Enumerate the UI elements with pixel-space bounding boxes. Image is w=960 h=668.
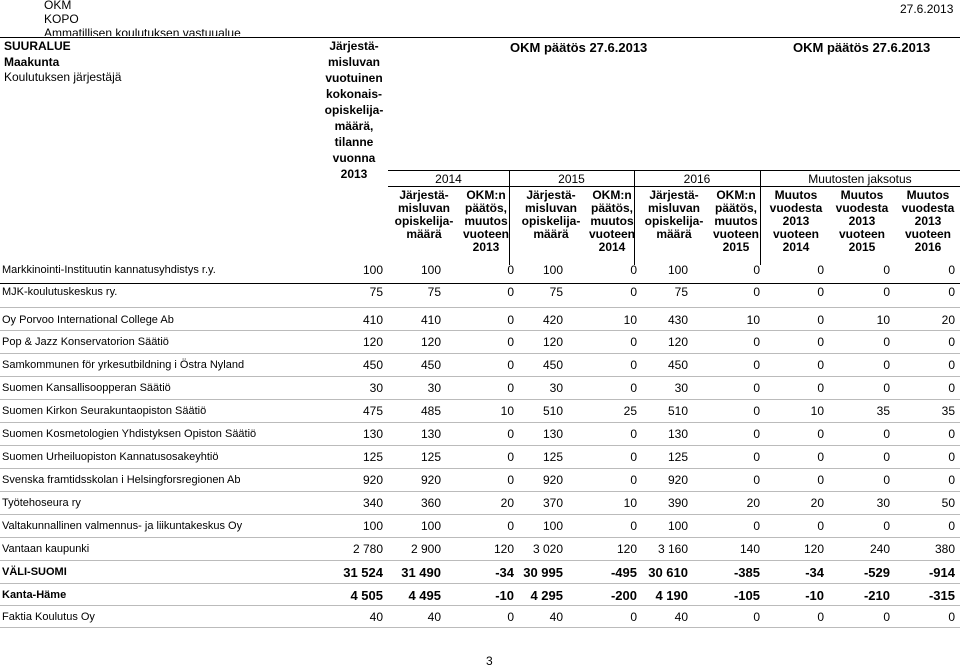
hdr-line: 2014 [782, 240, 810, 254]
table-cell: 35 [941, 404, 955, 418]
table-cell: 0 [948, 450, 955, 464]
table-cell: 2 780 [352, 542, 383, 556]
table-cell: 3 020 [532, 542, 563, 556]
table-cell: 125 [667, 450, 688, 464]
table-cell: 130 [542, 427, 563, 441]
table-cell: 0 [630, 473, 637, 487]
hdr-line: OKM:n [716, 188, 756, 202]
table-cell: -34 [805, 565, 824, 580]
table-cell: 30 [427, 381, 441, 395]
table-cell: -10 [495, 588, 514, 603]
table-cell: 0 [507, 313, 514, 327]
table-cell: 0 [630, 285, 637, 299]
table-cell: 10 [500, 404, 514, 418]
table-cell: 120 [667, 335, 688, 349]
table-cell: 0 [817, 610, 824, 624]
group-header-left: OKM päätös 27.6.2013 [510, 40, 648, 55]
row-label: Pop & Jazz Konservatorion Säätiö [2, 336, 169, 348]
table-cell: 0 [630, 519, 637, 533]
table-cell: 475 [362, 404, 383, 418]
table-cell: 920 [542, 473, 563, 487]
table-cell: 40 [427, 610, 441, 624]
table-cell: 75 [369, 285, 383, 299]
row-label: Vantaan kaupunki [2, 543, 90, 555]
hdr-line: vuodesta [769, 201, 823, 215]
header-top-border [0, 37, 960, 38]
header-total-line: tilanne [334, 135, 374, 149]
table-cell: 40 [549, 610, 563, 624]
header-total-line: misluvan [327, 55, 381, 69]
hdr-line: määrä [533, 227, 569, 241]
hdr-line: 2013 [782, 214, 810, 228]
hdr-line: muutos [590, 214, 634, 228]
table-cell: 0 [883, 427, 890, 441]
col-header-period-2014 [764, 189, 828, 254]
table-cell: 450 [362, 358, 383, 372]
table-cell: 30 [549, 381, 563, 395]
hdr-line: opiskelija- [521, 214, 581, 228]
table-cell: 10 [623, 496, 637, 510]
table-cell: 0 [883, 610, 890, 624]
table-cell: 125 [362, 450, 383, 464]
table-cell: 0 [817, 381, 824, 395]
hdr-line: vuoteen [838, 227, 885, 241]
label-suuralue: SUURALUE [4, 39, 71, 53]
table-cell: 0 [630, 427, 637, 441]
hdr-line: Järjestä- [526, 188, 576, 202]
table-cell: 0 [630, 450, 637, 464]
table-cell: 4 190 [655, 588, 688, 603]
row-divider [0, 307, 960, 308]
hdr-line: Muutos [906, 188, 950, 202]
table-cell: 0 [630, 381, 637, 395]
table-cell: -385 [733, 565, 760, 580]
hdr-line: Järjestä- [399, 188, 449, 202]
table-cell: 4 505 [350, 588, 383, 603]
hdr-line: 2013 [914, 214, 942, 228]
header-total-line: vuonna [332, 151, 376, 165]
table-cell: 10 [876, 313, 890, 327]
hdr-line: päätös, [464, 201, 507, 215]
report-date: 27.6.2013 [900, 2, 954, 16]
group-header-right: OKM päätös 27.6.2013 [793, 40, 931, 55]
row-divider [0, 445, 960, 446]
row-divider [0, 627, 960, 628]
table-cell: 410 [420, 313, 441, 327]
row-label: MJK-koulutuskeskus ry. [2, 286, 118, 298]
table-cell: 0 [753, 335, 760, 349]
org-unit: Ammatillisen koulutuksen vastuualue [44, 26, 241, 36]
label-koulutuksen-jarjestaja: Koulutuksen järjestäjä [4, 70, 122, 84]
table-cell: 0 [507, 473, 514, 487]
table-cell: 25 [623, 404, 637, 418]
table-cell: 35 [876, 404, 890, 418]
year-2016: 2016 [683, 172, 711, 186]
row-divider [0, 583, 960, 584]
row-label: Oy Porvoo International College Ab [2, 314, 174, 326]
hdr-line: 2014 [598, 240, 626, 254]
table-cell: 0 [883, 519, 890, 533]
hdr-line: vuodesta [901, 201, 955, 215]
table-cell: 0 [948, 473, 955, 487]
hdr-line: Järjestä- [649, 188, 699, 202]
col-header-volume-2015 [515, 189, 587, 241]
table-cell: 20 [500, 496, 514, 510]
row-label: Työtehoseura ry [2, 497, 81, 509]
table-cell: 4 295 [530, 588, 563, 603]
table-cell: 370 [542, 496, 563, 510]
table-cell: 0 [630, 263, 637, 277]
table-cell: 0 [507, 263, 514, 277]
table-cell: -210 [863, 588, 890, 603]
table-cell: 100 [362, 263, 383, 277]
table-cell: 0 [948, 610, 955, 624]
table-cell: 100 [667, 519, 688, 533]
hdr-line: Muutos [840, 188, 884, 202]
table-cell: 0 [753, 473, 760, 487]
year-2014: 2014 [435, 172, 462, 186]
table-cell: 10 [746, 313, 760, 327]
row-label: Valtakunnallinen valmennus- ja liikuntakeskus Oy [2, 520, 243, 532]
table-cell: 450 [542, 358, 563, 372]
table-cell: 30 [369, 381, 383, 395]
table-cell: 0 [753, 519, 760, 533]
row-label: Faktia Koulutus Oy [2, 611, 95, 623]
table-cell: 0 [948, 358, 955, 372]
row-label: Svenska framtidsskolan i Helsingforsregionen Ab [2, 474, 241, 486]
table-cell: 450 [667, 358, 688, 372]
hdr-line: määrä [406, 227, 442, 241]
table-cell: 0 [753, 610, 760, 624]
row-label: Suomen Kosmetologien Yhdistyksen Opiston Säätiö [2, 428, 257, 440]
hdr-line: misluvan [647, 201, 701, 215]
table-cell: -914 [928, 565, 955, 580]
table-cell: 390 [667, 496, 688, 510]
table-cell: -529 [863, 565, 890, 580]
table-cell: 140 [739, 542, 760, 556]
hdr-line: vuoteen [588, 227, 635, 241]
table-cell: 40 [674, 610, 688, 624]
table-cell: 2 900 [410, 542, 441, 556]
row-label: Samkommunen för yrkesutbildning i Östra Nyland [2, 359, 245, 371]
table-cell: 510 [667, 404, 688, 418]
year-row-bottom [388, 186, 960, 187]
col-header-change-2015 [710, 189, 762, 254]
table-cell: 510 [542, 404, 563, 418]
header-body-separator [0, 283, 960, 284]
table-cell: 100 [362, 519, 383, 533]
table-cell: 0 [753, 381, 760, 395]
table-cell: 0 [753, 427, 760, 441]
table-cell: 920 [667, 473, 688, 487]
table-cell: 380 [934, 542, 955, 556]
table-cell: 240 [869, 542, 890, 556]
hdr-line: päätös, [590, 201, 633, 215]
table-cell: 0 [817, 313, 824, 327]
table-cell: -495 [610, 565, 637, 580]
table-cell: 40 [369, 610, 383, 624]
table-cell: 31 490 [401, 565, 441, 580]
table-cell: -315 [928, 588, 955, 603]
table-cell: 120 [542, 335, 563, 349]
table-cell: 0 [817, 450, 824, 464]
table-cell: 0 [507, 358, 514, 372]
year-2015: 2015 [558, 172, 585, 186]
table-cell: 75 [427, 285, 441, 299]
table-cell: -105 [733, 588, 760, 603]
hdr-line: misluvan [524, 201, 578, 215]
table-cell: 0 [630, 610, 637, 624]
table-cell: 0 [883, 473, 890, 487]
table-cell: 0 [883, 381, 890, 395]
hdr-line: 2015 [848, 240, 876, 254]
row-label: VÄLI-SUOMI [2, 566, 67, 578]
hdr-line: vuoteen [904, 227, 951, 241]
table-cell: 0 [507, 335, 514, 349]
hdr-line: määrä [656, 227, 692, 241]
row-label: Suomen Kansallisoopperan Säätiö [2, 382, 171, 394]
table-cell: 120 [803, 542, 824, 556]
col-header-volume-2014 [388, 189, 460, 241]
hdr-line: vuoteen [712, 227, 759, 241]
table-cell: 0 [883, 358, 890, 372]
hdr-line: muutos [714, 214, 758, 228]
hdr-line: 2013 [472, 240, 500, 254]
row-divider [0, 514, 960, 515]
table-cell: 100 [420, 263, 441, 277]
hdr-line: vuoteen [772, 227, 819, 241]
table-cell: 410 [362, 313, 383, 327]
hdr-line: 2015 [722, 240, 750, 254]
row-divider [0, 399, 960, 400]
table-cell: 0 [630, 335, 637, 349]
table-cell: 430 [667, 313, 688, 327]
table-cell: 30 995 [523, 565, 563, 580]
table-cell: 0 [948, 427, 955, 441]
table-cell: -34 [495, 565, 514, 580]
hdr-line: päätös, [714, 201, 757, 215]
table-cell: 125 [542, 450, 563, 464]
header-total-line: määrä, [334, 119, 374, 133]
table-cell: 0 [817, 427, 824, 441]
row-divider [0, 353, 960, 354]
table-cell: 20 [810, 496, 824, 510]
table-cell: 75 [674, 285, 688, 299]
table-cell: 0 [883, 335, 890, 349]
row-divider [0, 468, 960, 469]
row-divider [0, 422, 960, 423]
table-cell: 420 [542, 313, 563, 327]
table-cell: 0 [948, 263, 955, 277]
col-header-change-2013 [460, 189, 512, 254]
col-header-change-2014 [586, 189, 638, 254]
org-kopo: KOPO [44, 12, 79, 26]
table-cell: 0 [507, 427, 514, 441]
table-cell: 30 [674, 381, 688, 395]
hdr-line: vuoteen [462, 227, 509, 241]
table-cell: 0 [883, 263, 890, 277]
hdr-line: OKM:n [466, 188, 506, 202]
table-cell: 130 [667, 427, 688, 441]
table-cell: 0 [883, 450, 890, 464]
table-cell: 50 [941, 496, 955, 510]
table-cell: 0 [817, 519, 824, 533]
table-cell: -10 [805, 588, 824, 603]
table-cell: 100 [667, 263, 688, 277]
period-header: Muutosten jaksotus [808, 172, 912, 186]
table-cell: 4 495 [408, 588, 441, 603]
row-divider [0, 605, 960, 606]
table-cell: 31 524 [343, 565, 383, 580]
table-cell: 0 [753, 404, 760, 418]
table-cell: 0 [948, 285, 955, 299]
row-divider [0, 560, 960, 561]
table-cell: 450 [420, 358, 441, 372]
org-okm: OKM [44, 0, 72, 12]
table-cell: 100 [420, 519, 441, 533]
row-divider [0, 491, 960, 492]
table-cell: 0 [507, 285, 514, 299]
hdr-line: misluvan [397, 201, 451, 215]
row-label: Markkinointi-Instituutin kannatusyhdistys r.y. [2, 264, 216, 276]
page-number: 3 [486, 654, 493, 668]
row-label: Suomen Kirkon Seurakuntaopiston Säätiö [2, 405, 207, 417]
year-row-top [388, 170, 960, 171]
col-header-period-2016 [896, 189, 960, 254]
table-cell: 30 [876, 496, 890, 510]
table-cell: 30 610 [648, 565, 688, 580]
row-label: Suomen Urheiluopiston Kannatusosakeyhtiö [2, 451, 219, 463]
table-cell: 0 [507, 519, 514, 533]
table-cell: 120 [362, 335, 383, 349]
table-cell: 100 [542, 519, 563, 533]
hdr-line: 2016 [914, 240, 942, 254]
table-cell: 0 [753, 358, 760, 372]
hdr-line: OKM:n [592, 188, 632, 202]
header-total-line: kokonais- [325, 87, 382, 101]
col-header-period-2015 [830, 189, 894, 254]
table-cell: 360 [420, 496, 441, 510]
hdr-line: 2013 [848, 214, 876, 228]
table-cell: -200 [610, 588, 637, 603]
table-cell: 0 [507, 610, 514, 624]
hdr-line: Muutos [774, 188, 818, 202]
header-total-volume [318, 39, 390, 183]
table-cell: 485 [420, 404, 441, 418]
hdr-line: muutos [464, 214, 508, 228]
table-cell: 0 [948, 519, 955, 533]
table-cell: 0 [883, 285, 890, 299]
table-cell: 0 [630, 358, 637, 372]
table-cell: 20 [941, 313, 955, 327]
table-cell: 100 [542, 263, 563, 277]
table-cell: 0 [948, 381, 955, 395]
col-header-volume-2016 [638, 189, 710, 241]
table-cell: 920 [362, 473, 383, 487]
table-cell: 920 [420, 473, 441, 487]
table-cell: 20 [746, 496, 760, 510]
table-cell: 0 [817, 285, 824, 299]
table-cell: 0 [507, 381, 514, 395]
table-cell: 130 [362, 427, 383, 441]
table-cell: 0 [753, 450, 760, 464]
table-cell: 125 [420, 450, 441, 464]
table-cell: 75 [549, 285, 563, 299]
row-divider [0, 376, 960, 377]
table-cell: 120 [420, 335, 441, 349]
table-cell: 120 [616, 542, 637, 556]
hdr-line: vuodesta [835, 201, 889, 215]
hdr-line: opiskelija- [394, 214, 454, 228]
table-cell: 0 [948, 335, 955, 349]
table-cell: 130 [420, 427, 441, 441]
table-cell: 0 [817, 473, 824, 487]
hdr-line: opiskelija- [644, 214, 704, 228]
table-cell: 3 160 [657, 542, 688, 556]
label-maakunta: Maakunta [4, 55, 60, 69]
row-label: Kanta-Häme [2, 589, 67, 601]
row-divider [0, 330, 960, 331]
table-cell: 0 [753, 285, 760, 299]
table-cell: 10 [623, 313, 637, 327]
header-total-line: 2013 [340, 167, 368, 181]
table-cell: 0 [817, 358, 824, 372]
header-total-line: opiskelija- [324, 103, 384, 117]
table-cell: 0 [817, 263, 824, 277]
table-cell: 0 [507, 450, 514, 464]
table-cell: 120 [493, 542, 514, 556]
header-total-line: Järjestä- [329, 39, 379, 53]
table-cell: 0 [817, 335, 824, 349]
row-divider [0, 537, 960, 538]
table-cell: 10 [810, 404, 824, 418]
table-cell: 0 [753, 263, 760, 277]
table-cell: 340 [362, 496, 383, 510]
header-total-line: vuotuinen [325, 71, 383, 85]
